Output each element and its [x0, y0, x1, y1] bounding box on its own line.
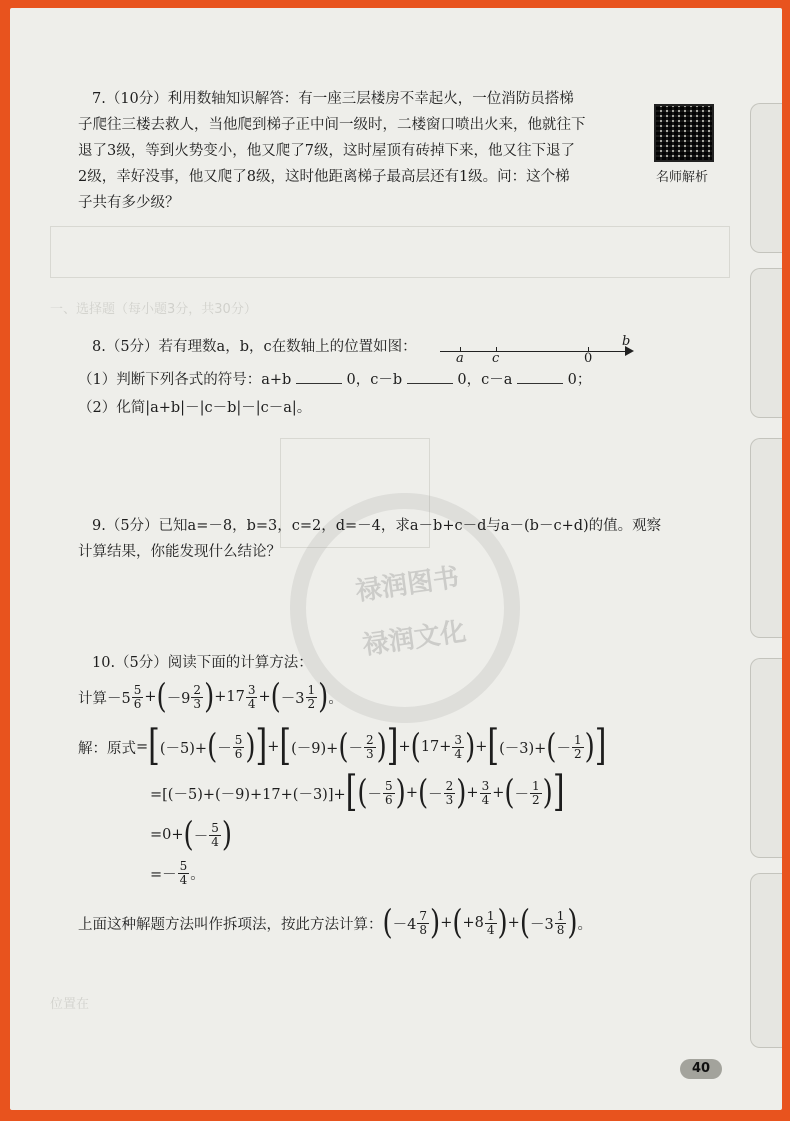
question-text: 退了3级，等到火势变小，他又爬了7级，这时屋顶有砖掉下来，他又往下退了: [78, 143, 575, 159]
solution-label: 解：原式: [78, 740, 136, 757]
question-10-stem: 10.（5分）阅读下面的计算方法：: [92, 655, 313, 671]
qr-code[interactable]: [654, 104, 714, 162]
question-9-line2: 计算结果，你能发现什么结论？: [78, 544, 281, 560]
question-text: 子爬往三楼去救人，当他爬到梯子正中间一级时，二楼窗口喷出火来，他就往下: [78, 117, 586, 133]
question-9-line1: 9.（5分）已知a=－8，b=3，c=2，d=－4，求a－b+c－d与a－(b－c+d)的值。观察: [92, 518, 662, 534]
question-8-stem: 8.（5分）若有理数a，b，c在数轴上的位置如图：: [92, 339, 417, 355]
solution-step-1: 解：原式 = [ (－5)+ ( － $\frac{5}{6}$ ) ] + [ (－9)+ ( － $\frac{2}{3}$ ) ] + ( 17+ $\frac{3}{4}$ ) + [ (－3)+ ( － $\frac{1}{2}$ ) ]: [78, 721, 607, 771]
answer-blank[interactable]: [517, 370, 563, 384]
conclusion-text: 上面这种解题方法叫作拆项法，按此方法计算：: [78, 916, 383, 933]
number-line: [440, 334, 636, 368]
calc-expression: 计算 －5 $\frac{5}{6}$ + ( －9 $\frac{2}{3}$ ) +17 $\frac{3}{4}$ + ( －3 $\frac{1}{2}$ ) 。: [78, 677, 343, 717]
side-tab: [750, 268, 782, 418]
qr-caption: 名师解析: [656, 170, 709, 185]
side-tabs: [746, 93, 782, 1053]
part1-text: 0，c－a: [457, 372, 513, 388]
label-a: a: [456, 351, 464, 366]
question-text: 子共有多少级？: [78, 195, 180, 211]
part1-text: 0；: [567, 372, 592, 388]
step-text: =－: [150, 866, 177, 883]
question-text: 7.（10分）利用数轴知识解答：有一座三层楼房不幸起火，一位消防员搭梯: [92, 91, 574, 107]
number-line-axis: [440, 351, 628, 352]
answer-blank[interactable]: [407, 370, 453, 384]
label-b: b: [622, 334, 631, 349]
solution-step-2: =[(－5)+(－9)+17+(－3)]+ [ ( － $\frac{5}{6}$ ) + ( － $\frac{2}{3}$ ) + $\frac{3}{4}$ + ( － $\frac{1}{2}$ ) ]: [150, 767, 565, 817]
page-number: 40: [680, 1059, 722, 1079]
question-text: 2级，幸好没事，他又爬了8级，这时他距离梯子最高层还有1级。问：这个梯: [78, 169, 570, 185]
solution-step-4: =－ $\frac{5}{4}$ 。: [150, 858, 205, 887]
label-c: c: [492, 351, 500, 366]
side-tab: [750, 873, 782, 1048]
question-8-part2: （2）化简|a+b|－|c－b|－|c－a|。: [78, 400, 312, 416]
ghost-text: 一、选择题（每小题3分，共30分）: [50, 302, 257, 317]
question-8-part1: [78, 367, 591, 393]
watermark-text: 禄润文化: [360, 616, 468, 662]
label-0: 0: [584, 351, 593, 366]
part1-text: 0，c－b: [346, 372, 403, 388]
side-tab: [750, 658, 782, 858]
part1-text: （1）判断下列各式的符号：a+b: [78, 372, 292, 388]
step-text: =0+: [150, 827, 184, 843]
watermark-text: 禄润图书: [353, 562, 461, 608]
document-page: [10, 8, 782, 1110]
calc-label: 计算: [78, 690, 107, 707]
question-7: [78, 86, 632, 216]
question-10-task: 上面这种解题方法叫作拆项法，按此方法计算： ( －4 $\frac{7}{8}$ ) + ( +8 $\frac{1}{4}$ ) + ( －3 $\frac{1}{8}$ ) 。: [78, 903, 593, 943]
ghost-text: 位置在: [50, 997, 90, 1012]
answer-blank[interactable]: [296, 370, 342, 384]
side-tab: [750, 103, 782, 253]
ghost-table: [50, 226, 730, 278]
solution-step-3: =0+ ( － $\frac{5}{4}$ ): [150, 815, 232, 855]
side-tab: [750, 438, 782, 638]
